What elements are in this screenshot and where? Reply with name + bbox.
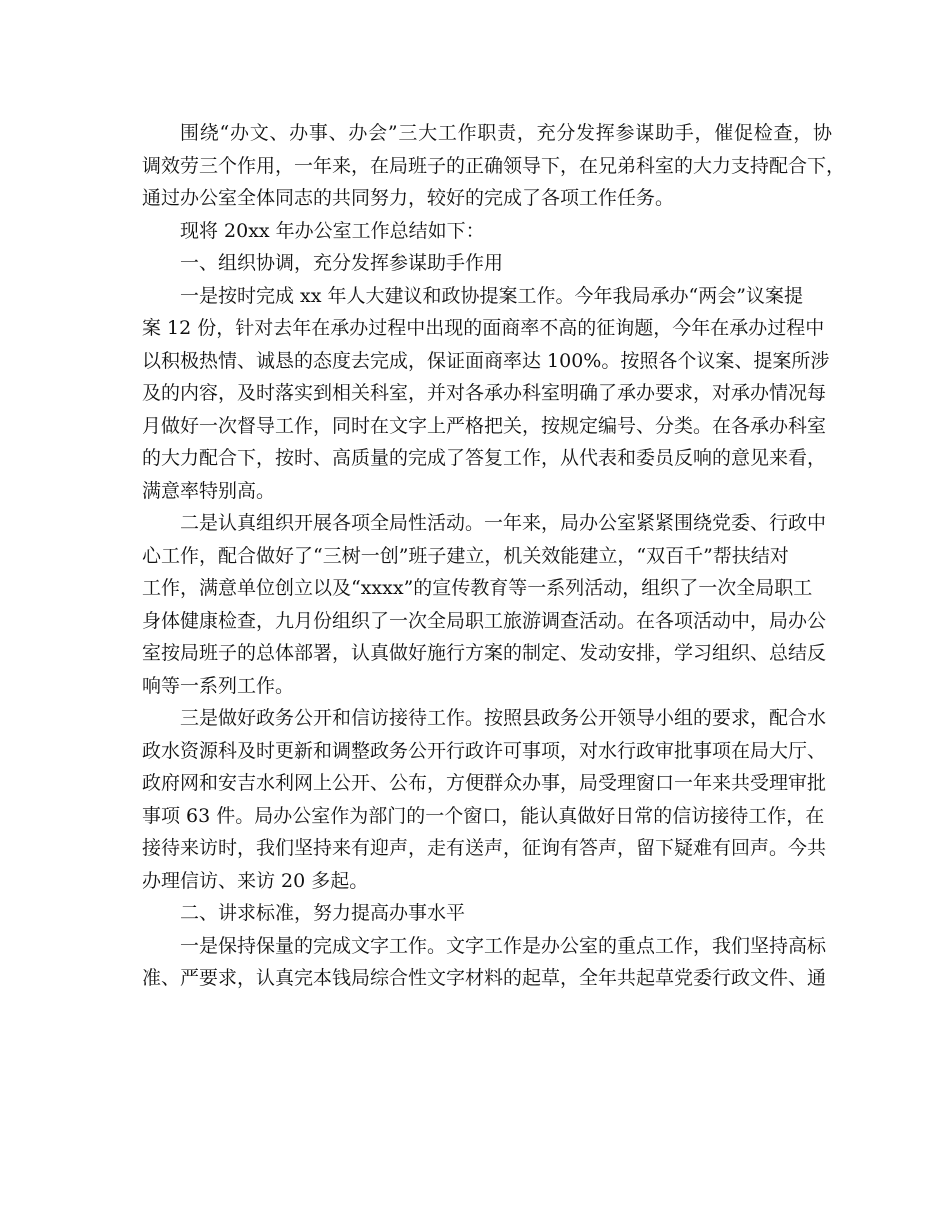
paragraph-line: 响等一系列工作。 <box>142 674 295 697</box>
paragraph-line: 以积极热情、诚恳的态度去完成，保证面商率达 100%。按照各个议案、提案所涉 <box>142 349 830 372</box>
paragraph-line: 事项 63 件。局办公室作为部门的一个窗口，能认真做好日常的信访接待工作，在 <box>142 804 825 827</box>
paragraph-line: 案 12 份，针对去年在承办过程中出现的面商率不高的征询题，今年在承办过程中 <box>142 317 825 339</box>
paragraph-line: 围绕“办文、办事、办会”三大工作职责，充分发挥参谋助手，催促检查，协 <box>180 122 832 144</box>
paragraph-line: 接待来访时，我们坚持来有迎声，走有送声，征询有答声，留下疑难有回声。今共 <box>142 837 827 859</box>
paragraph-line: 及的内容，及时落实到相关科室，并对各承办科室明确了承办要求，对承办情况每 <box>142 382 827 404</box>
paragraph-line: 通过办公室全体同志的共同努力，较好的完成了各项工作任务。 <box>142 187 675 209</box>
paragraph-line: 二是认真组织开展各项全局性活动。一年来，局办公室紧紧围绕党委、行政中 <box>180 512 827 534</box>
paragraph-line: 一是保持保量的完成文字工作。文字工作是办公室的重点工作，我们坚持高标 <box>180 934 827 957</box>
paragraph-line: 月做好一次督导工作，同时在文字上严格把关，按规定编号、分类。在各承办科室 <box>142 414 827 437</box>
paragraph-line: 办理信访、来访 20 多起。 <box>142 869 369 892</box>
paragraph-line: 工作，满意单位创立以及“xxxx”的宣传教育等一系列活动，组织了一次全局职工 <box>142 577 813 599</box>
section-heading: 二、讲求标准，努力提高办事水平 <box>180 902 466 924</box>
paragraph-line: 现将 20xx 年办公室工作总结如下： <box>180 219 485 242</box>
paragraph-line: 满意率特别高。 <box>142 479 276 502</box>
paragraph-line: 政水资源科及时更新和调整政务公开行政许可事项，对水行政审批事项在局大厅、 <box>142 739 827 762</box>
paragraph-line: 三是做好政务公开和信访接待工作。按照县政务公开领导小组的要求，配合水 <box>180 707 827 729</box>
paragraph-line: 一是按时完成 xx 年人大建议和政协提案工作。今年我局承办“两会”议案提 <box>180 284 803 307</box>
paragraph-line: 政府网和安吉水利网上公开、公布，方便群众办事，局受理窗口一年来共受理审批 <box>142 772 827 794</box>
paragraph-line: 调效劳三个作用，一年来，在局班子的正确领导下，在兄弟科室的大力支持配合下， <box>142 154 846 177</box>
paragraph-line: 心工作，配合做好了“三树一创”班子建立，机关效能建立，“双百千”帮扶结对 <box>142 544 789 567</box>
paragraph-line: 室按局班子的总体部署，认真做好施行方案的制定、发动安排，学习组织、总结反 <box>142 642 827 664</box>
section-heading: 一、组织协调，充分发挥参谋助手作用 <box>180 252 504 274</box>
paragraph-line: 准、严要求，认真完本钱局综合性文字材料的起草，全年共起草党委行政文件、通 <box>142 967 827 989</box>
paragraph-line: 身体健康检查，九月份组织了一次全局职工旅游调查活动。在各项活动中，局办公 <box>142 609 827 632</box>
document-body <box>142 117 846 995</box>
paragraph-line: 的大力配合下，按时、高质量的完成了答复工作，从代表和委员反响的意见来看， <box>142 447 827 469</box>
